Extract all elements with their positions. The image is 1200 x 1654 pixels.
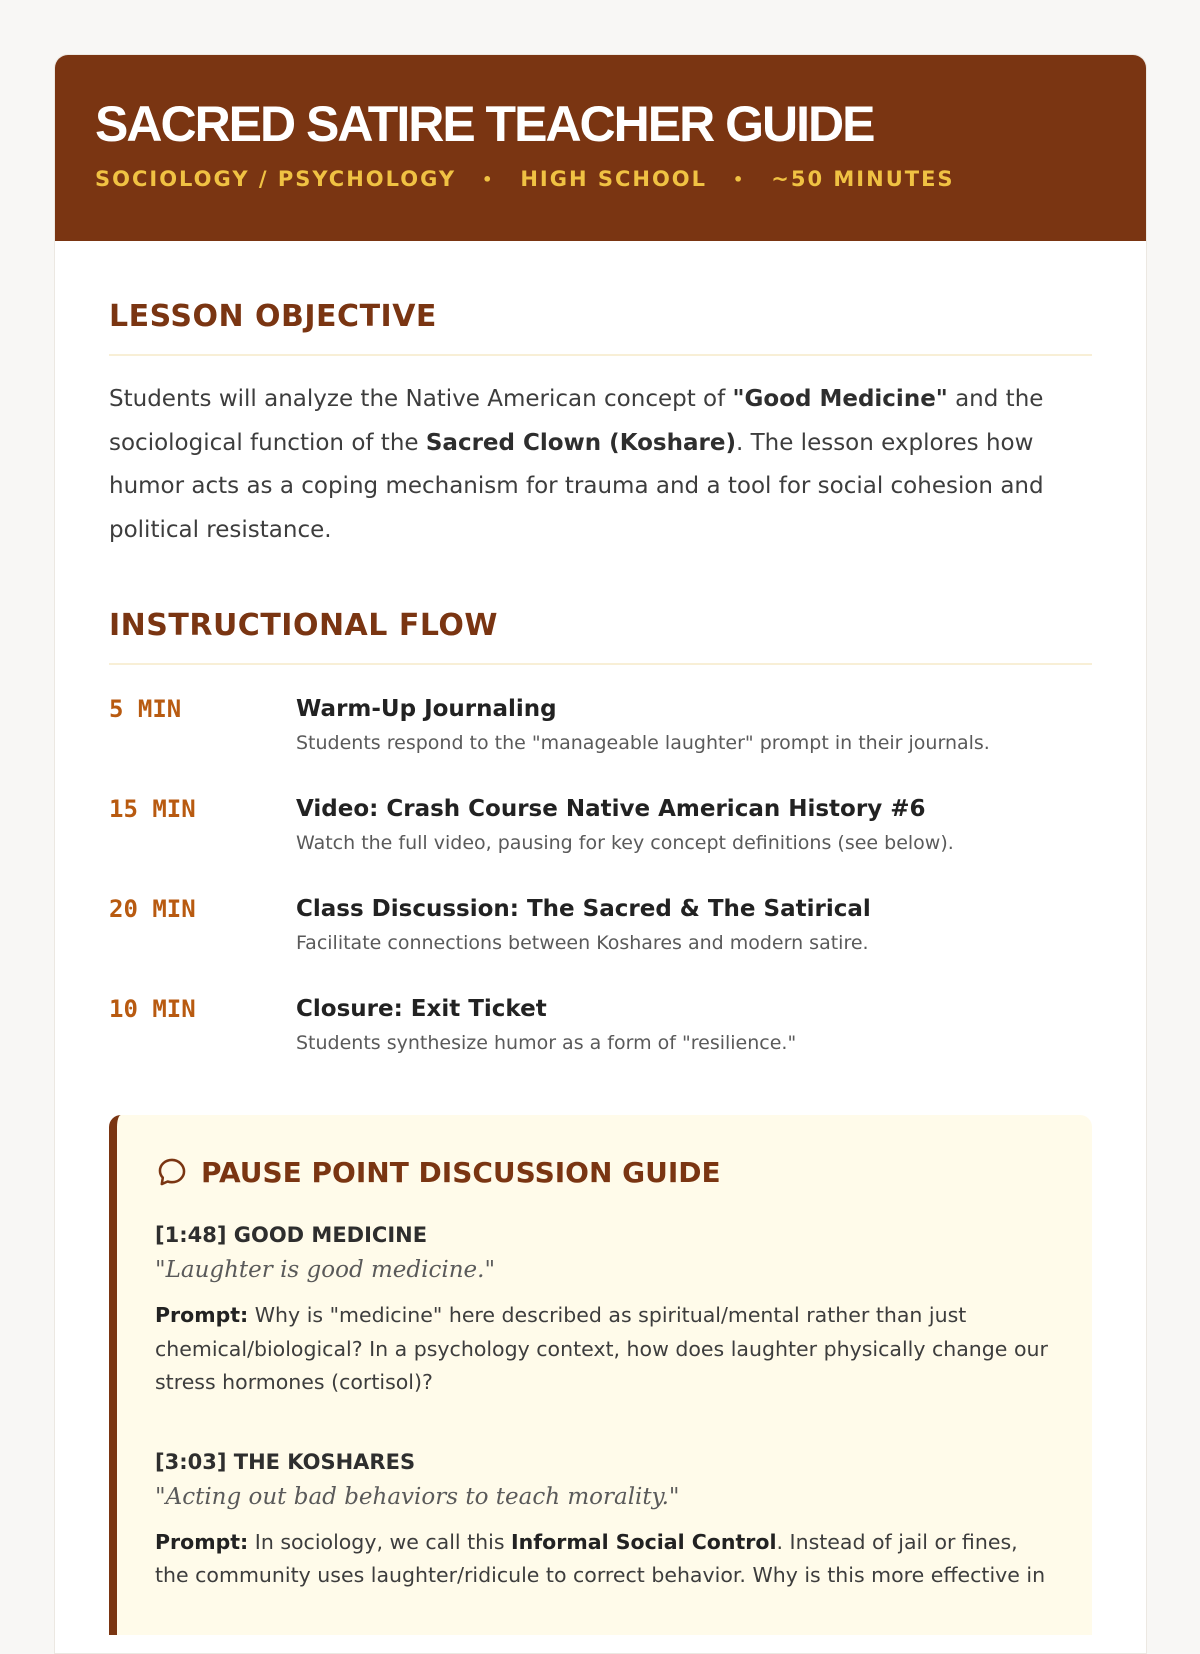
flow-name: Closure: Exit Ticket <box>296 996 547 1022</box>
chat-bubble-icon <box>155 1155 189 1189</box>
objective-text-part: Students will analyze the Native American concept of <box>109 386 733 412</box>
pause-point-quote: "Acting out bad behaviors to teach morality." <box>155 1483 680 1510</box>
meta-level: HIGH SCHOOL <box>520 167 708 191</box>
pause-point-heading: [1:48] GOOD MEDICINE <box>155 1223 428 1247</box>
pause-point-heading: [3:03] THE KOSHARES <box>155 1449 416 1474</box>
instructional-flow-list <box>109 681 1092 1081</box>
flow-body <box>296 781 1092 881</box>
flow-name: Video: Crash Course Native American History #6 <box>296 796 926 822</box>
flow-body <box>296 981 1092 1081</box>
flow-body <box>296 681 1092 781</box>
pause-point-prompt <box>155 1299 1054 1400</box>
guide-content <box>55 241 1146 1635</box>
teacher-guide-card <box>54 54 1147 1654</box>
flow-time: 5 MIN <box>109 695 182 723</box>
meta-duration: ~50 MINUTES <box>771 167 955 191</box>
lesson-meta <box>95 167 1106 191</box>
prompt-text: Why is "medicine" here described as spiritual/mental rather than just chemical/biological? In a psychology context, how does laughter physically change our stress hormones (cortisol)? <box>155 1303 1048 1394</box>
objective-heading: LESSON OBJECTIVE <box>109 299 1092 356</box>
pause-point-prompt <box>155 1526 1054 1593</box>
flow-item <box>109 681 1092 781</box>
guide-title-text: PAUSE POINT DISCUSSION GUIDE <box>201 1155 721 1189</box>
prompt-term: Informal Social Control <box>511 1529 777 1554</box>
guide-heading <box>155 1155 1054 1189</box>
prompt-text: In sociology, we call this <box>248 1529 512 1554</box>
objective-text <box>109 378 1092 552</box>
pause-point <box>155 1450 1054 1593</box>
pause-point-guide <box>109 1115 1092 1635</box>
flow-heading: INSTRUCTIONAL FLOW <box>109 608 1092 665</box>
flow-item <box>109 781 1092 881</box>
page-title: SACRED SATIRE TEACHER GUIDE <box>95 96 874 152</box>
flow-desc: Students synthesize humor as a form of "resilience." <box>296 1032 797 1054</box>
objective-term-good-medicine: "Good Medicine" <box>732 386 948 412</box>
guide-header <box>55 55 1146 241</box>
flow-time: 10 MIN <box>109 995 196 1023</box>
flow-desc: Facilitate connections between Koshares and modern satire. <box>296 932 869 954</box>
flow-name: Warm-Up Journaling <box>296 696 557 722</box>
flow-desc: Watch the full video, pausing for key concept definitions (see below). <box>296 832 954 854</box>
objective-text-part: . The lesson explores how humor acts as a coping mechanism for trauma and a tool for social cohesion and political resistance. <box>109 429 1044 543</box>
prompt-label: Prompt: <box>155 1303 249 1327</box>
flow-desc: Students respond to the "manageable laughter" prompt in their journals. <box>296 732 990 754</box>
flow-body <box>296 881 1092 981</box>
prompt-text: . Instead of jail or fines, the community uses laughter/ridicule to correct behavior. Why is this more effective in <box>155 1529 1046 1587</box>
meta-separator: • <box>733 169 746 189</box>
flow-time: 20 MIN <box>109 895 196 923</box>
pause-point-quote: "Laughter is good medicine." <box>155 1257 496 1283</box>
flow-name: Class Discussion: The Sacred & The Satirical <box>296 896 871 922</box>
objective-term-sacred-clown: Sacred Clown (Koshare) <box>425 429 736 456</box>
meta-separator: • <box>482 169 495 189</box>
flow-item <box>109 881 1092 981</box>
objective-text-part: and the sociological function of the <box>109 386 1044 456</box>
pause-point <box>155 1223 1054 1400</box>
flow-time: 15 MIN <box>109 795 196 823</box>
flow-item <box>109 981 1092 1081</box>
meta-subject: SOCIOLOGY / PSYCHOLOGY <box>95 167 457 191</box>
prompt-label: Prompt: <box>155 1529 249 1554</box>
